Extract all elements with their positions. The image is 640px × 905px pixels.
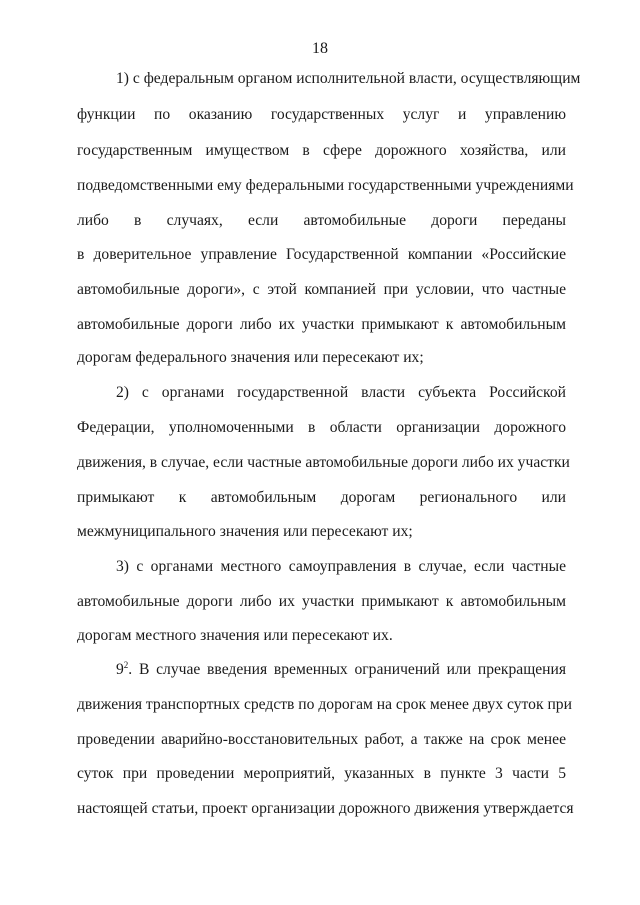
text-line: проведении аварийно-восстановительных работ, а также на срок менее: [77, 731, 566, 748]
text-line: настоящей статьи, проект организации дорожного движения утверждается: [77, 800, 574, 817]
text-line: либо в случаях, если автомобильные дороги переданы: [77, 212, 566, 229]
text-line: Федерации, уполномоченными в области организации дорожного: [77, 419, 566, 436]
text-line: функции по оказанию государственных услуг и управлению: [77, 106, 566, 123]
text-line: автомобильные дороги либо их участки примыкают к автомобильным: [77, 593, 566, 610]
text-line: движения транспортных средств по дорогам на срок менее двух суток при: [77, 696, 572, 713]
text-line: дорогам местного значения или пересекают их.: [77, 627, 393, 644]
section-text: В случае введения временных ограничений или прекращения: [138, 661, 566, 678]
section-number: $9^2$.: [116, 660, 133, 678]
text-line: движения, в случае, если частные автомобильные дороги либо их участки: [77, 454, 570, 471]
text-line: государственным имуществом в сфере дорожного хозяйства, или: [77, 142, 566, 159]
text-line: подведомственными ему федеральными государственными учреждениями: [77, 177, 574, 194]
text-line: в доверительное управление Государственной компании «Российские: [77, 246, 566, 263]
text-line: дорогам федерального значения или пересекают их;: [77, 349, 424, 366]
text-line: автомобильные дороги», с этой компанией при условии, что частные: [77, 281, 566, 298]
section-line: [116, 660, 566, 680]
page-number: 18: [312, 40, 328, 57]
text-line: суток при проведении мероприятий, указанных в пункте 3 части 5: [77, 765, 566, 782]
text-line: межмуниципального значения или пересекают их;: [77, 523, 413, 540]
text-line: 3) с органами местного самоуправления в случае, если частные: [116, 558, 566, 575]
text-line: автомобильные дороги либо их участки примыкают к автомобильным: [77, 316, 566, 333]
text-line: 1) с федеральным органом исполнительной власти, осуществляющим: [116, 70, 581, 87]
text-line: примыкают к автомобильным дорогам регионального или: [77, 489, 566, 506]
text-line: 2) с органами государственной власти субъекта Российской: [116, 384, 566, 401]
